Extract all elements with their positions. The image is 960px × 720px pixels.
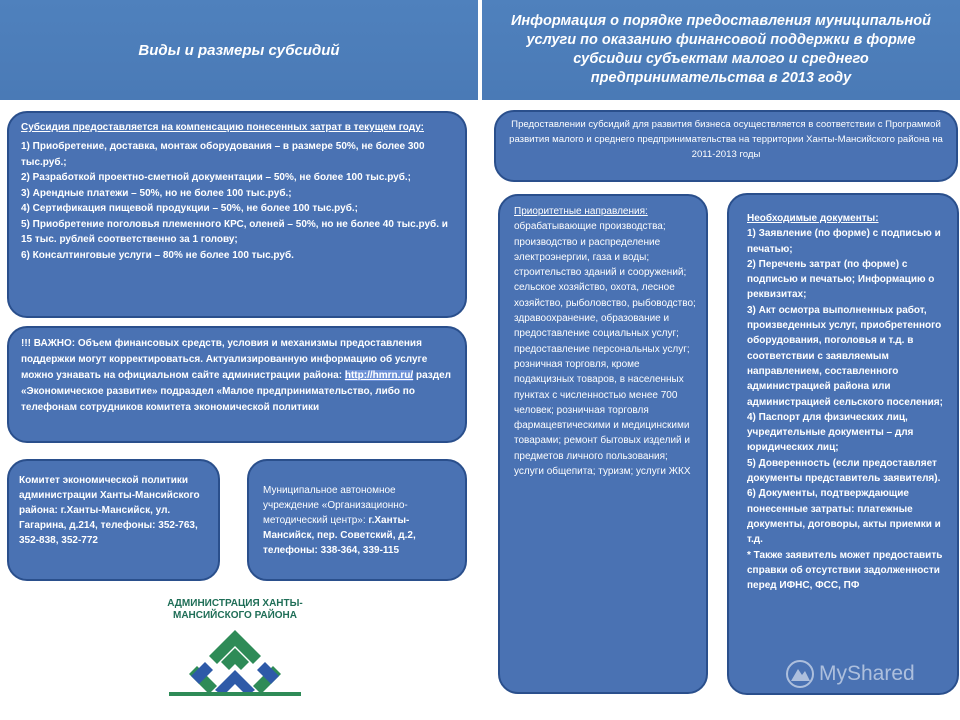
logo-text: АДМИНИСТРАЦИЯ ХАНТЫ-МАНСИЙСКОГО РАЙОНА (167, 598, 303, 621)
important-text: !!! ВАЖНО: Объем финансовых средств, условия и механизмы предоставления поддержки могут корректироваться. Актуализированную информацию об услуге можно узнавать на официальном сайте администрации района: (21, 338, 428, 381)
subsidy-item: 5) Приобретение поголовья племенного КРС, оленей – 50%, но не более 40 тыс.руб. и 15 тыс. рублей соответственно за 1 голову; (21, 218, 448, 245)
program-box (494, 110, 958, 182)
subsidy-item: 4) Сертификация пищевой продукции – 50%, не более 100 тыс.руб.; (21, 203, 358, 214)
important-text-after: раздел «Экономическое развитие» подраздел «Малое предпринимательство, либо по телефонам сотрудников комитета экономической политики (21, 370, 451, 413)
priority-title: Приоритетные направления: (514, 206, 648, 217)
watermark (785, 656, 935, 692)
logo-emblem-icon (165, 626, 305, 698)
administration-logo (160, 598, 310, 716)
watermark-text: MyShared (819, 662, 915, 685)
site-link[interactable]: http://hmrn.ru/ (344, 370, 414, 381)
subsidy-lead: Субсидия предоставляется на компенсацию понесенных затрат в текущем году: (21, 122, 424, 133)
center-text: Муниципальное автономное учреждение «Организационно-методический центр»: (263, 485, 408, 526)
subsidy-item: 1) Приобретение, доставка, монтаж оборудования – в размере 50%, не более 300 тыс.руб.; (21, 141, 425, 168)
subsidy-item: 6) Консалтинговые услуги – 80% не более 100 тыс.руб. (21, 249, 294, 261)
required-documents-box (727, 193, 959, 695)
docs-item: 2) Перечень затрат (по форме) с подписью и печатью; Информацию о реквизитах; (747, 258, 935, 301)
docs-item: 6) Документы, подтверждающие понесенные затраты: платежные документы, договоры, акты приемки и т.д. (747, 488, 941, 546)
program-text: Предоставлении субсидий для развития бизнеса осуществляется в соответствии с Программой развития малого и среднего предпринимательства на территории Ханты-Мансийского района на 2011-2013 годы (509, 119, 943, 160)
committee-contact-box (7, 459, 220, 581)
subsidy-types-box (7, 111, 467, 318)
methodical-center-box (247, 459, 467, 581)
header-left-title (0, 0, 480, 100)
subsidy-item: 3) Арендные платежи – 50%, но не более 100 тыс.руб.; (21, 187, 292, 199)
docs-item: 1) Заявление (по форме) с подписью и печатью; (747, 228, 941, 255)
committee-text: Комитет экономической политики администрации Ханты-Мансийского района: г.Ханты-Мансийск, ул. Гагарина, д.214, телефоны: 352-763, 352-838, 352-772 (19, 475, 200, 546)
docs-item: 3) Акт осмотра выполненных работ, произведенных услуг, приобретенного оборудования, поголовья и т.д. в соответствии с заявляемым направлением, составленного администрацией района или администрацией сельского поселения; (747, 304, 943, 408)
priority-directions-box (498, 194, 708, 694)
center-address: г.Ханты-Мансийск, пер. Советский, д.2, телефоны: 338-364, 339-115 (263, 515, 416, 556)
docs-title: Необходимые документы: (747, 213, 879, 224)
priority-text: обрабатывающие производства; производство и распределение электроэнергии, газа и воды; строительство зданий и сооружений; сельское хозяйство, охота, лесное хозяйство, рыболовство, рыбоводство; здравоохранение, образование и предоставление социальных услуг; предоставление персональных услуг; розничная торговля, кроме подакцизных товаров, в населенных пунктах с численностью менее 700 человек; розничная торговля фармацевтическими и медицинскими товарами; ремонт бытовых изделий и предметов личного пользования; услуги общепита; туризм; услуги ЖКХ (514, 221, 696, 478)
header-right-title (482, 0, 960, 100)
left-title-text: Виды и размеры субсидий (138, 41, 340, 59)
subsidy-item: 2) Разработкой проектно-сметной документации – 50%, не более 100 тыс.руб.; (21, 172, 412, 183)
docs-item: * Также заявитель может предоставить справки об отсутствии задолженности перед ИФНС, ФСС, ПФ (747, 549, 943, 592)
docs-item: 5) Доверенность (если предоставляет документы представитель заявителя). (747, 457, 941, 485)
subsidy-list (21, 139, 453, 263)
mountain-icon (785, 659, 815, 689)
docs-item: 4) Паспорт для физических лиц, учредительные документы – для юридических лиц; (747, 411, 914, 454)
important-notice-box (7, 326, 467, 443)
right-title-text: Информация о порядке предоставления муниципальной услуги по оказанию финансовой поддержки в форме субсидии субъектам малого и среднего предпринимательства в 2013 году (511, 13, 931, 86)
